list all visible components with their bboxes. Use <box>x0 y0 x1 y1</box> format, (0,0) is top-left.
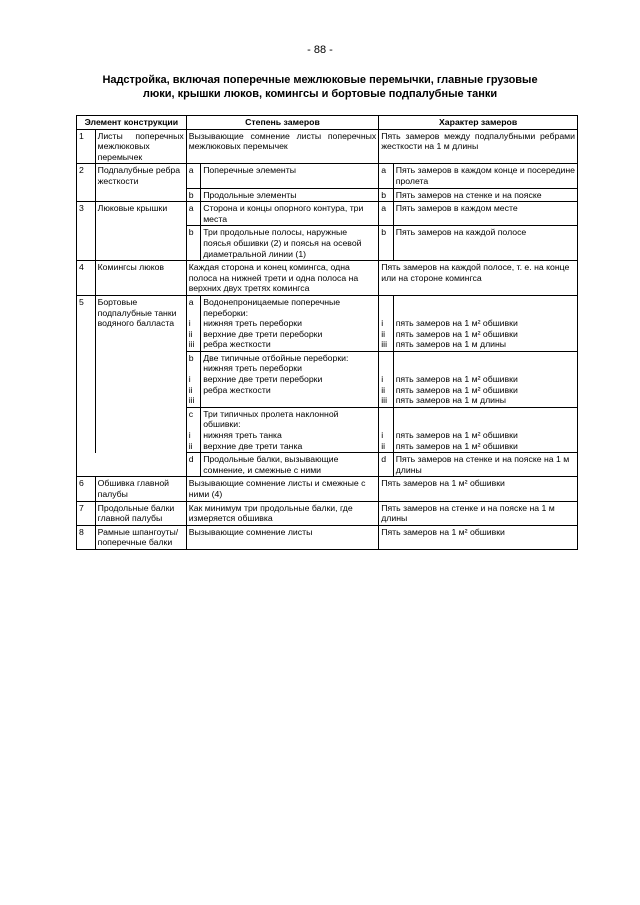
sub-item: нижняя треть переборки <box>203 363 302 374</box>
page-number: - 88 - <box>307 44 333 56</box>
item-mark: b <box>186 226 200 261</box>
header-character: Характер замеров <box>379 116 578 130</box>
row-degree: Каждая сторона и конец комингса, одна полоса на нижней трети и одна полоса на верхних двух третях комингса <box>186 261 379 296</box>
sub-char: пять замеров на 1 м² обшивки <box>395 430 518 441</box>
row-character <box>393 407 577 452</box>
row-degree: Вызывающие сомнение листы поперечных межлюковых перемычек <box>186 129 379 164</box>
measurements-table <box>76 115 578 550</box>
header-element: Элемент конструкции <box>77 116 187 130</box>
row-character <box>393 351 577 407</box>
item-mark: a <box>186 202 200 226</box>
sub-char: пять замеров на 1 м² обшивки <box>395 328 518 339</box>
group-heading: Две типичные отбойные переборки: <box>203 352 349 363</box>
roman-mark: ii <box>188 328 193 339</box>
sub-char: пять замеров на 1 м² обшивки <box>395 440 518 451</box>
roman-mark: i <box>188 374 191 385</box>
row-character: Пять замеров в каждом конце и посередине пролета <box>393 164 577 188</box>
row-number: 2 <box>77 164 96 202</box>
item-mark: a <box>379 202 393 226</box>
row-element: Продольные балки главной палубы <box>95 501 186 525</box>
roman-mark: ii <box>381 384 386 395</box>
page-title <box>70 73 570 101</box>
row-degree <box>201 407 379 452</box>
row-degree: Поперечные элементы <box>201 164 379 188</box>
row-number: 6 <box>77 477 96 501</box>
row-degree: Продольные элементы <box>201 188 379 202</box>
item-mark <box>379 295 393 351</box>
row-character: Пять замеров на 1 м² обшивки <box>379 477 578 501</box>
roman-mark: iii <box>188 339 195 350</box>
roman-mark: ii <box>188 384 193 395</box>
sub-item: верхние две трети танка <box>203 440 303 451</box>
row-degree: Сторона и концы опорного контура, три места <box>201 202 379 226</box>
sub-item: ребра жесткости <box>203 339 271 350</box>
roman-mark: iii <box>381 339 388 350</box>
item-mark: d <box>186 453 200 477</box>
table-row <box>77 477 578 501</box>
roman-mark: i <box>381 430 384 441</box>
sub-item: нижняя треть переборки <box>203 318 302 329</box>
row-character: Пять замеров в каждом месте <box>393 202 577 226</box>
title-line-1: Надстройка, включая поперечные межлюковые перемычки, главные грузовые <box>102 74 538 86</box>
row-character: Пять замеров на стенке и на пояске <box>393 188 577 202</box>
item-mark: b <box>186 188 200 202</box>
row-degree <box>201 295 379 351</box>
table-row <box>77 164 578 188</box>
row-number: 8 <box>77 525 96 549</box>
row-element: Обшивка главной палубы <box>95 477 186 501</box>
roman-mark: ii <box>188 440 193 451</box>
sub-item: ребра жесткости <box>203 384 271 395</box>
sub-item: верхние две трети переборки <box>203 374 323 385</box>
mark-letter: b <box>188 352 194 363</box>
row-character: Пять замеров на стенке и на пояске на 1 м длины <box>379 501 578 525</box>
row-degree: Три продольные полосы, наружные пояcья обшивки (2) и поясья на осевой диаметральной линии (1) <box>201 226 379 261</box>
row-element: Подпалубные ребра жесткости <box>95 164 186 202</box>
table-row <box>77 453 578 477</box>
table-row <box>77 501 578 525</box>
row-character <box>393 295 577 351</box>
roman-mark: i <box>188 430 191 441</box>
row-number: 3 <box>77 202 96 261</box>
group-heading: Три типичных пролета наклонной обшивки: <box>203 408 339 430</box>
sub-char: пять замеров на 1 м² обшивки <box>395 318 518 329</box>
row-degree <box>201 351 379 407</box>
title-line-2: люки, крышки люков, комингсы и бортовые подпалубные танки <box>142 88 498 100</box>
roman-mark: iii <box>188 395 195 406</box>
item-mark: b <box>379 226 393 261</box>
table-header-row <box>77 116 578 130</box>
row-number: 1 <box>77 129 96 164</box>
item-mark <box>186 407 200 452</box>
row-character: Пять замеров на каждой полосе, т. е. на конце или на стороне комингса <box>379 261 578 296</box>
row-degree: Продольные балки, вызывающие сомнение, и смежные с ними <box>201 453 379 477</box>
roman-mark: ii <box>381 328 386 339</box>
row-continuation <box>77 453 187 477</box>
sub-char: пять замеров на 1 м длины <box>395 339 507 350</box>
row-element: Комингсы люков <box>95 261 186 296</box>
roman-mark: ii <box>381 440 386 451</box>
row-character: Пять замеров между подпалубными ребрами жесткости на 1 м длины <box>379 129 578 164</box>
roman-mark: i <box>381 374 384 385</box>
row-element: Листы поперечных межлюковых перемычек <box>95 129 186 164</box>
item-mark: b <box>379 188 393 202</box>
row-number: 4 <box>77 261 96 296</box>
row-number: 5 <box>77 295 96 452</box>
row-number: 7 <box>77 501 96 525</box>
header-degree: Степень замеров <box>186 116 379 130</box>
row-element: Люковые крышки <box>95 202 186 261</box>
sub-char: пять замеров на 1 м длины <box>395 395 507 406</box>
row-degree: Вызывающие сомнение листы <box>186 525 379 549</box>
table-row <box>77 261 578 296</box>
roman-mark: i <box>188 318 191 329</box>
item-mark <box>186 351 200 407</box>
item-mark <box>186 295 200 351</box>
roman-mark: i <box>381 318 384 329</box>
group-heading: Водонепроницаемые поперечные переборки: <box>203 296 341 318</box>
row-character: Пять замеров на каждой полосе <box>393 226 577 261</box>
row-degree: Как минимум три продольные балки, где измеряется обшивка <box>186 501 379 525</box>
row-degree: Вызывающие сомнение листы и смежные с ними (4) <box>186 477 379 501</box>
mark-letter: c <box>188 408 194 419</box>
table-row <box>77 202 578 226</box>
row-element: Рамные шпангоуты/поперечные балки <box>95 525 186 549</box>
row-element: Бортовые подпалубные танки водяного балласта <box>95 295 186 452</box>
sub-char: пять замеров на 1 м² обшивки <box>395 374 518 385</box>
row-character: Пять замеров на стенке и на пояске на 1 м длины <box>393 453 577 477</box>
item-mark: a <box>379 164 393 188</box>
item-mark: a <box>186 164 200 188</box>
sub-item: верхние две трети переборки <box>203 328 323 339</box>
item-mark <box>379 407 393 452</box>
item-mark <box>379 351 393 407</box>
row-character: Пять замеров на 1 м² обшивки <box>379 525 578 549</box>
sub-char: пять замеров на 1 м² обшивки <box>395 384 518 395</box>
item-mark: d <box>379 453 393 477</box>
mark-letter: a <box>188 296 194 307</box>
table-row <box>77 129 578 164</box>
sub-item: нижняя треть танка <box>203 430 282 441</box>
roman-mark: iii <box>381 395 388 406</box>
table-row <box>77 525 578 549</box>
table-row <box>77 295 578 351</box>
